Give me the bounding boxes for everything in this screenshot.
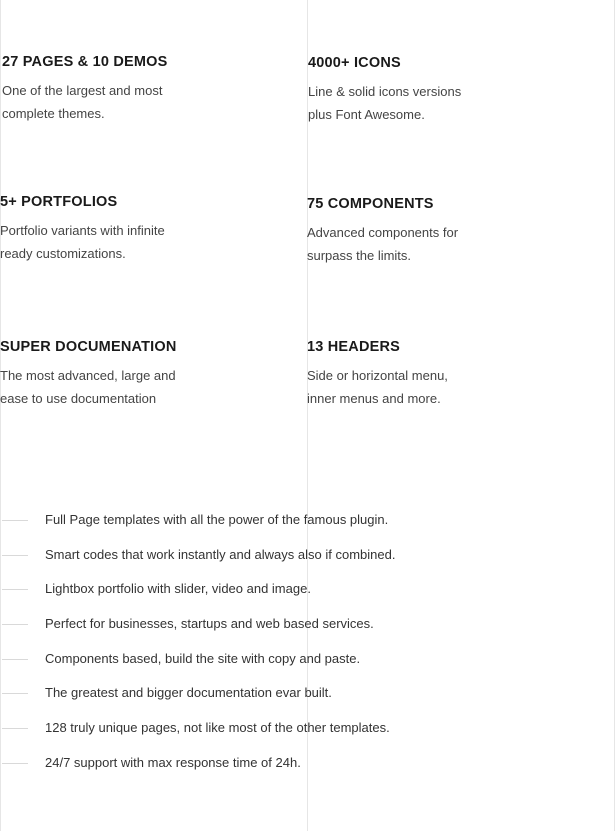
dash-bullet-icon [2,520,28,521]
feature-description [2,79,202,125]
feature-description-line: Side or horizontal menu, [307,368,448,383]
feature-description [307,364,507,410]
list-item [0,676,616,711]
feature-checklist [0,503,616,781]
list-item-text: Lightbox portfolio with slider, video and image. [45,581,311,597]
list-item-text: The greatest and bigger documentation evar built. [45,685,332,701]
feature-components [307,195,547,267]
feature-documentation [0,338,240,410]
feature-headers [307,338,547,410]
feature-description [308,80,508,126]
list-item-text: 24/7 support with max response time of 24h. [45,754,301,770]
list-item-text: Smart codes that work instantly and always also if combined. [45,546,396,562]
feature-description [0,219,200,265]
feature-description-line: ready customizations. [0,246,126,261]
dash-bullet-icon [2,763,28,764]
dash-bullet-icon [2,728,28,729]
feature-portfolios [0,193,240,265]
feature-description-line: complete themes. [2,106,105,121]
feature-description-line: Advanced components for [307,225,459,240]
feature-description-line: One of the largest and most [2,83,163,98]
list-item-text: Components based, build the site with copy and paste. [45,650,361,666]
feature-title: 75 COMPONENTS [307,196,434,212]
feature-icons [308,54,548,126]
feature-description [0,364,200,410]
dash-bullet-icon [2,555,28,556]
dash-bullet-icon [2,693,28,694]
list-item [0,503,616,538]
feature-description-line: inner menus and more. [307,391,441,406]
list-item [0,711,616,746]
feature-title: 4000+ ICONS [308,55,401,71]
feature-title: 27 PAGES & 10 DEMOS [2,54,168,70]
list-item [0,607,616,642]
list-item-text: 128 truly unique pages, not like most of the other templates. [45,720,390,736]
feature-description-line: plus Font Awesome. [308,107,425,122]
feature-description-line: The most advanced, large and [0,368,176,383]
list-item-text: Perfect for businesses, startups and web based services. [45,616,374,632]
feature-description-line: surpass the limits. [307,248,412,263]
dash-bullet-icon [2,589,28,590]
dash-bullet-icon [2,659,28,660]
list-item [0,572,616,607]
feature-title: SUPER DOCUMENATION [0,339,177,355]
feature-pages-demos [2,53,242,125]
feature-title: 5+ PORTFOLIOS [0,194,118,210]
feature-description-line: ease to use documentation [0,391,157,406]
list-item [0,538,616,573]
list-item [0,746,616,781]
list-item [0,642,616,677]
feature-title: 13 HEADERS [307,339,401,355]
feature-description-line: Line & solid icons versions [308,84,462,99]
feature-description [307,221,507,267]
dash-bullet-icon [2,624,28,625]
feature-description-line: Portfolio variants with infinite [0,223,165,238]
list-item-text: Full Page templates with all the power of the famous plugin. [45,512,389,527]
